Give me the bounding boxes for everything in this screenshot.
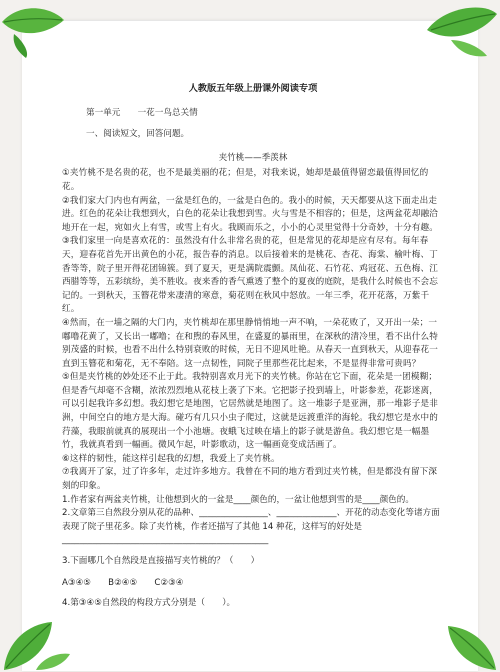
question-2: 2.文章第三自然段分别从花的品种、________________、______________、开花的动态变化等诸方面表现了院子里花多。除了夹竹桃，作者还描写了其他 14 种花，这样写的好处是________________________________________________	[62, 508, 440, 546]
paragraph-5: ⑤但是夹竹桃的妙处还不止于此。我特别喜欢月光下的夹竹桃。你站在它下面，花朵是一团模糊；但是香气却毫不含糊，浓浓烈烈地从花枝上袭了下来。它把影子投到墙上，叶影参差，花影迷离，可以引起我许多幻想。我幻想它是地图，它居然就是地图了。这一堆影子是亚洲，那一堆影子是非洲，中间空白的地方是大海。碰巧有几只小虫子爬过，这就是远渡重洋的海轮。我幻想它是水中的荇藻，我眼前就真的展现出一个小池塘。夜蛾飞过映在墙上的影子就是游鱼。我幻想它是一幅墨竹，我就真看到一幅画。微风乍起，叶影歌动，这一幅画竟变成活画了。	[62, 372, 438, 451]
paragraph-2: ②我们家大门内也有两盆，一盆是红色的，一盆是白色的。我小的时候，天天都要从这下面走出走进。红色的花朵让我想到火，白色的花朵让我想到雪。火与雪是不相容的；但是，这两盆花却融洽地开在一起，宛如火上有雪，或雪上有火。我顾而乐之，小小的心灵里觉得十分奇妙，十分有趣。	[62, 195, 438, 233]
question-1: 1.作者家有两盆夹竹桃，让他想到火的一盆是____颜色的，一盆让他想到雪的是____颜色的。	[62, 494, 414, 505]
paragraph-3: ③我们家里一向是喜欢花的：虽然没有什么非常名贵的花，但是常见的花却是应有尽有。每年春天，迎春花首先开出黄色的小花，报告春的消息。以后接着来的是桃花、杏花、海棠、榆叶梅、丁香等等，院子里开得花团锦簇。到了夏天，更是满院震颤。凤仙花、石竹花、鸡冠花、五色梅、江西腊等等，五彩缤纷，美不胜收。夜来香的香气熏透了整个的夏夜的庭院，是我什么时候也不会忘记的。一到秋天，玉簪花带来凄清的寒意，菊花则在秋风中怒放。一年三季，花开花落，万紫千红。	[62, 236, 438, 315]
paragraph-4: ④然而，在一墙之隔的大门内，夹竹桃却在那里静悄悄地一声不响，一朵花败了，又开出一朵；一嘟噜花黄了，又长出一嘟噜；在和煦的春风里，在盛夏的暴雨里，在深秋的清冷里，看不出什么特别茂盛的时候，也看不出什么特别衰败的时候，无日不迎风吐艳。从春天一直到秋天，从迎春花一直到玉簪花和菊花，无不奉陪。这一点韧性，同院子里那些花比起来，不是显得非常可贵吗？	[62, 317, 438, 369]
task-instruction: 一、阅读短文，回答问题。	[86, 129, 190, 140]
paragraph-6: ⑥这样的韧性，能这样引起我的幻想，我爱上了夹竹桃。	[62, 453, 280, 464]
question-3-options: A③④⑤ B②④⑤ C②③④	[62, 577, 184, 588]
leaf-decoration-bottom-left	[0, 600, 75, 672]
passage-title: 夹竹桃——季羡林	[218, 152, 288, 163]
paragraph-1: ①夹竹桃不是名贵的花，也不是最美丽的花；但是，对我来说，她却是最值得留恋最值得回忆的花。	[62, 168, 429, 192]
unit-heading: 第一单元 一花一鸟总关情	[86, 107, 198, 118]
page-title: 人教版五年级上册课外阅读专项	[188, 83, 318, 94]
leaf-decoration-top-left	[0, 0, 70, 60]
worksheet-content	[62, 82, 444, 611]
paragraph-7: ⑦我离开了家，过了许多年，走过许多地方。我曾在不同的地方看到过夹竹桃，但是都没有留下深刻的印象。	[62, 467, 438, 492]
question-4: 4.第③④⑤自然段的构段方式分别是（ ）。	[62, 598, 236, 609]
question-3: 3.下面哪几个自然段是直接描写夹竹桃的？（ ）	[62, 556, 260, 566]
leaf-decoration-bottom-right	[430, 610, 500, 672]
leaf-decoration-top-right	[415, 0, 500, 60]
